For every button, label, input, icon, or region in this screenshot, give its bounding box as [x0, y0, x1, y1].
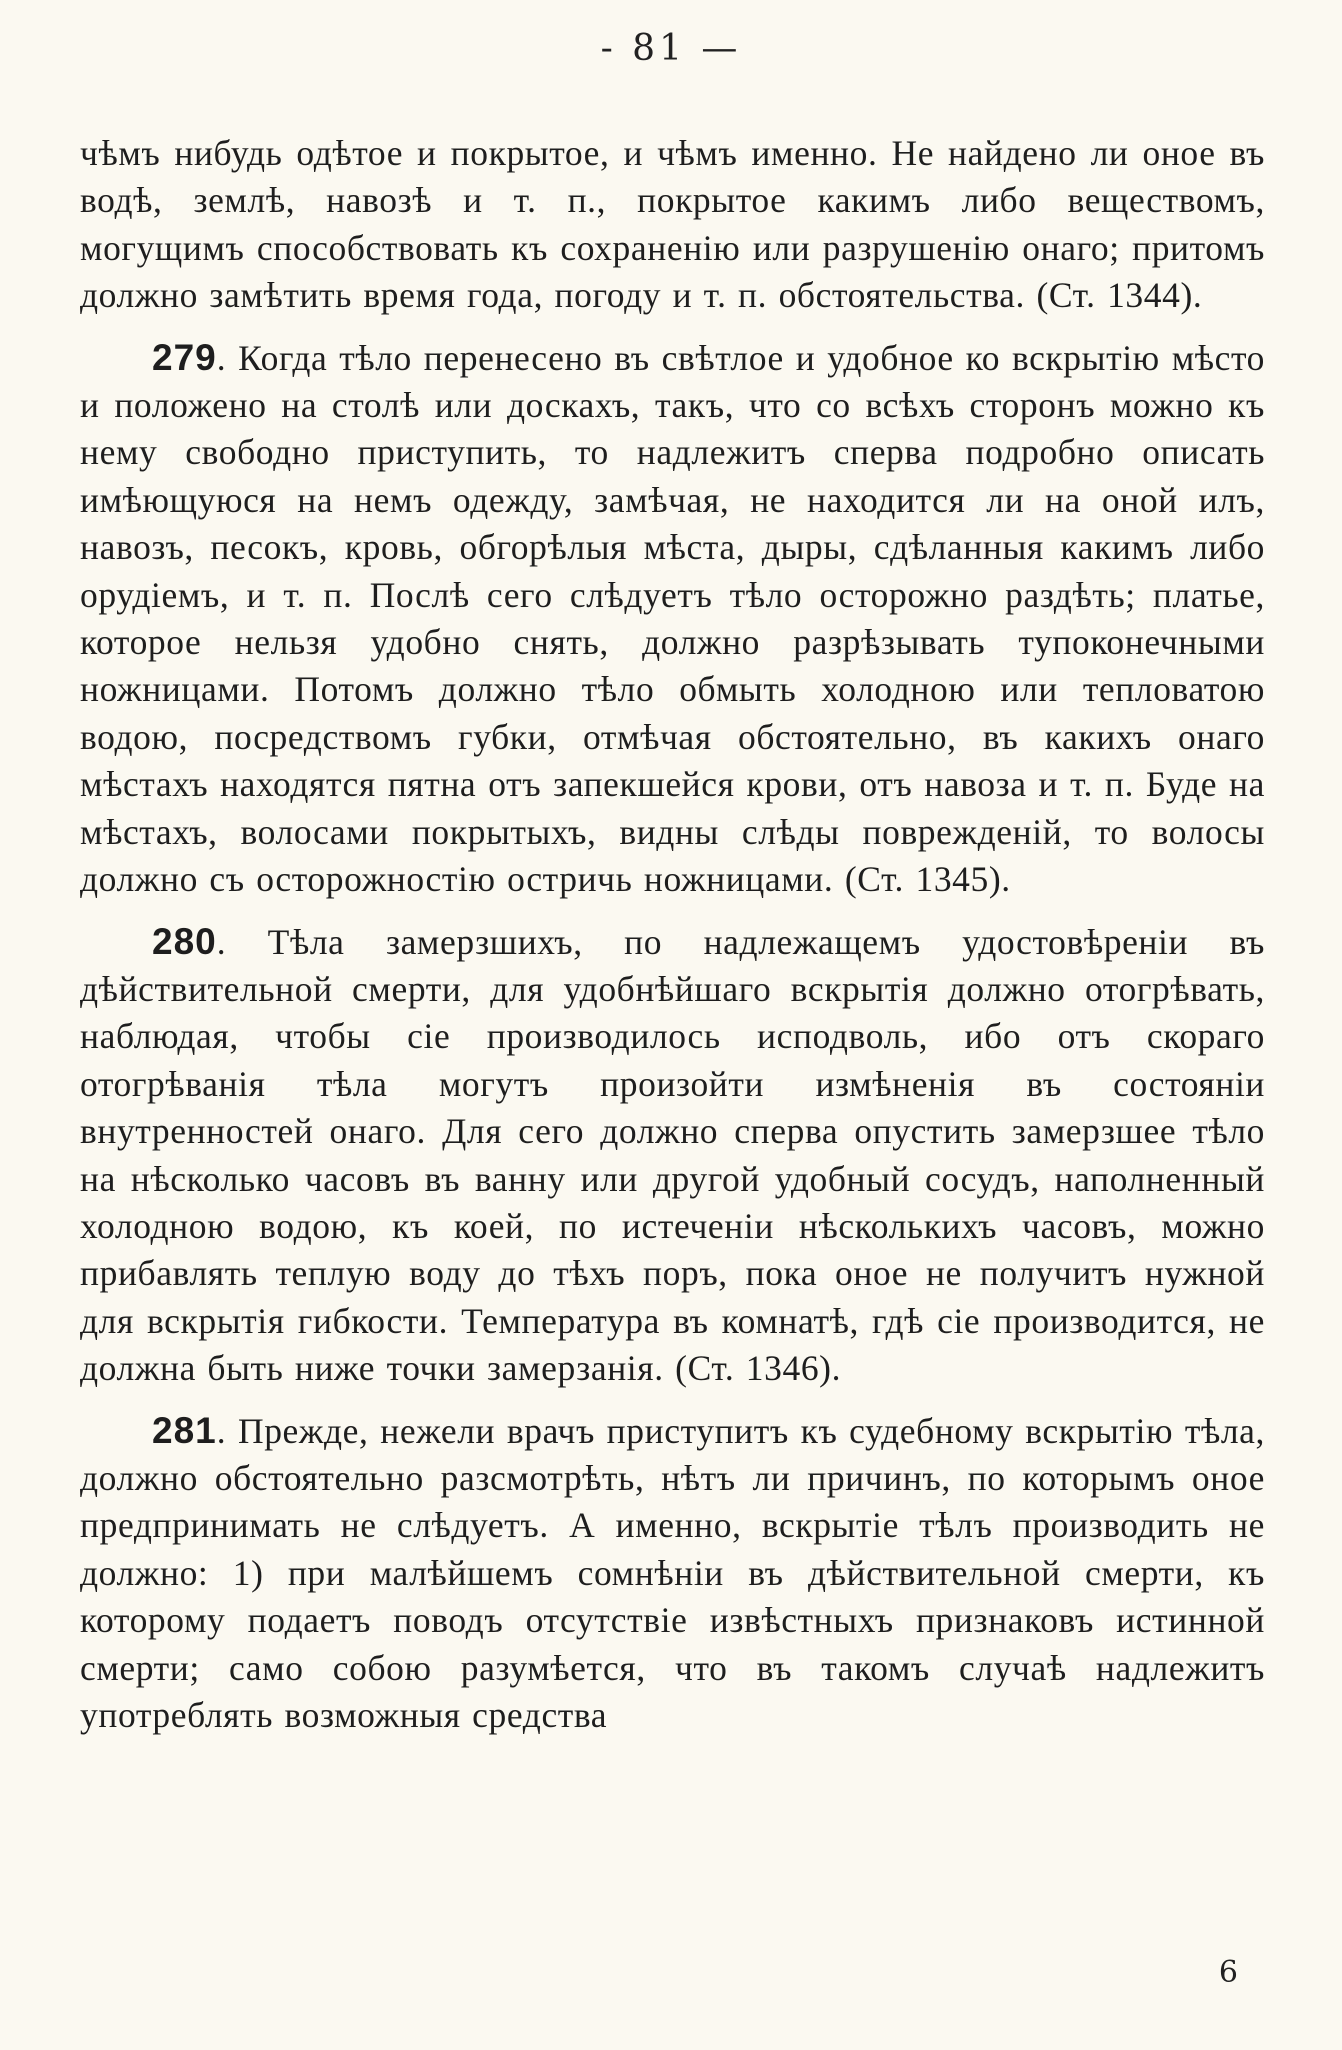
paragraph-text: . Прежде, нежели врачъ приступитъ къ судебному вскрытію тѣла, должно обстоятельно разсмотрѣть, нѣтъ ли причинъ, по которымъ оное предпринимать не слѣдуетъ. А именно, вскрытіе тѣлъ производить не должно: 1) при малѣйшемъ сомнѣніи въ дѣйствительной смерти, къ которому подаетъ поводъ отсутствіе извѣстныхъ признаковъ истинной смерти; само собою разумѣется, что въ такомъ случаѣ надлежитъ употреблять возможныя средства [80, 1410, 1265, 1735]
paragraph-279 [80, 334, 1265, 904]
paragraph-text: . Тѣла замерзшихъ, по надлежащемъ удостовѣреніи въ дѣйствительной смерти, для удобнѣйшаго вскрытія должно отогрѣвать, наблюдая, чтобы сіе производилось исподволь, ибо отъ скораго отогрѣванія тѣла могутъ произойти измѣненія въ состояніи внутренностей онаго. Для сего должно сперва опустить замерзшее тѣло на нѣсколько часовъ въ ванну или другой удобный сосудъ, наполненный холодною водою, къ коей, по истеченіи нѣсколькихъ часовъ, можно прибавлять теплую воду до тѣхъ поръ, пока оное не получитъ нужной для вскрытія гибкости. Температура въ комнатѣ, гдѣ сіе производится, не должна быть ниже точки замерзанія. (Ст. 1346). [80, 921, 1265, 1389]
paragraph-text: чѣмъ нибудь одѣтое и покрытое, и чѣмъ именно. Не найдено ли оное въ водѣ, землѣ, навозѣ и т. п., покрытое какимъ либо веществомъ, могущимъ способствовать къ сохраненію или разрушенію онаго; притомъ должно замѣтить время года, погоду и т. п. обстоятельства. (Ст. 1344). [80, 133, 1265, 316]
page-body [80, 130, 1265, 1739]
paragraph-continuation [80, 130, 1265, 320]
signature-mark: 6 [1218, 1955, 1238, 1990]
paragraph-number: 281 [152, 1409, 217, 1451]
paragraph-280 [80, 918, 1265, 1393]
paragraph-number: 280 [152, 920, 217, 962]
paragraph-number: 279 [152, 336, 217, 378]
paragraph-281 [80, 1407, 1265, 1740]
paragraph-text: . Когда тѣло перенесено въ свѣтлое и удобное ко вскрытію мѣсто и положено на столѣ или доскахъ, такъ, что со всѣхъ сторонъ можно къ нему свободно приступить, то надлежитъ сперва подробно описать имѣющуюся на немъ одежду, замѣчая, не находится ли на оной илъ, навозъ, песокъ, кровь, обгорѣлыя мѣста, дыры, сдѣланныя какимъ либо орудіемъ, и т. п. Послѣ сего слѣдуетъ тѣло осторожно раздѣть; платье, которое нельзя удобно снять, должно разрѣзывать тупоконечными ножницами. Потомъ должно тѣло обмыть холодною или тепловатою водою, посредствомъ губки, отмѣчая обстоятельно, въ какихъ онаго мѣстахъ находятся пятна отъ запекшейся крови, отъ навоза и т. п. Буде на мѣстахъ, волосами покрытыхъ, видны слѣды поврежденій, то волосы должно съ осторожностію остричь ножницами. (Ст. 1345). [80, 337, 1265, 900]
page-number-header: - 81 — [600, 28, 742, 69]
